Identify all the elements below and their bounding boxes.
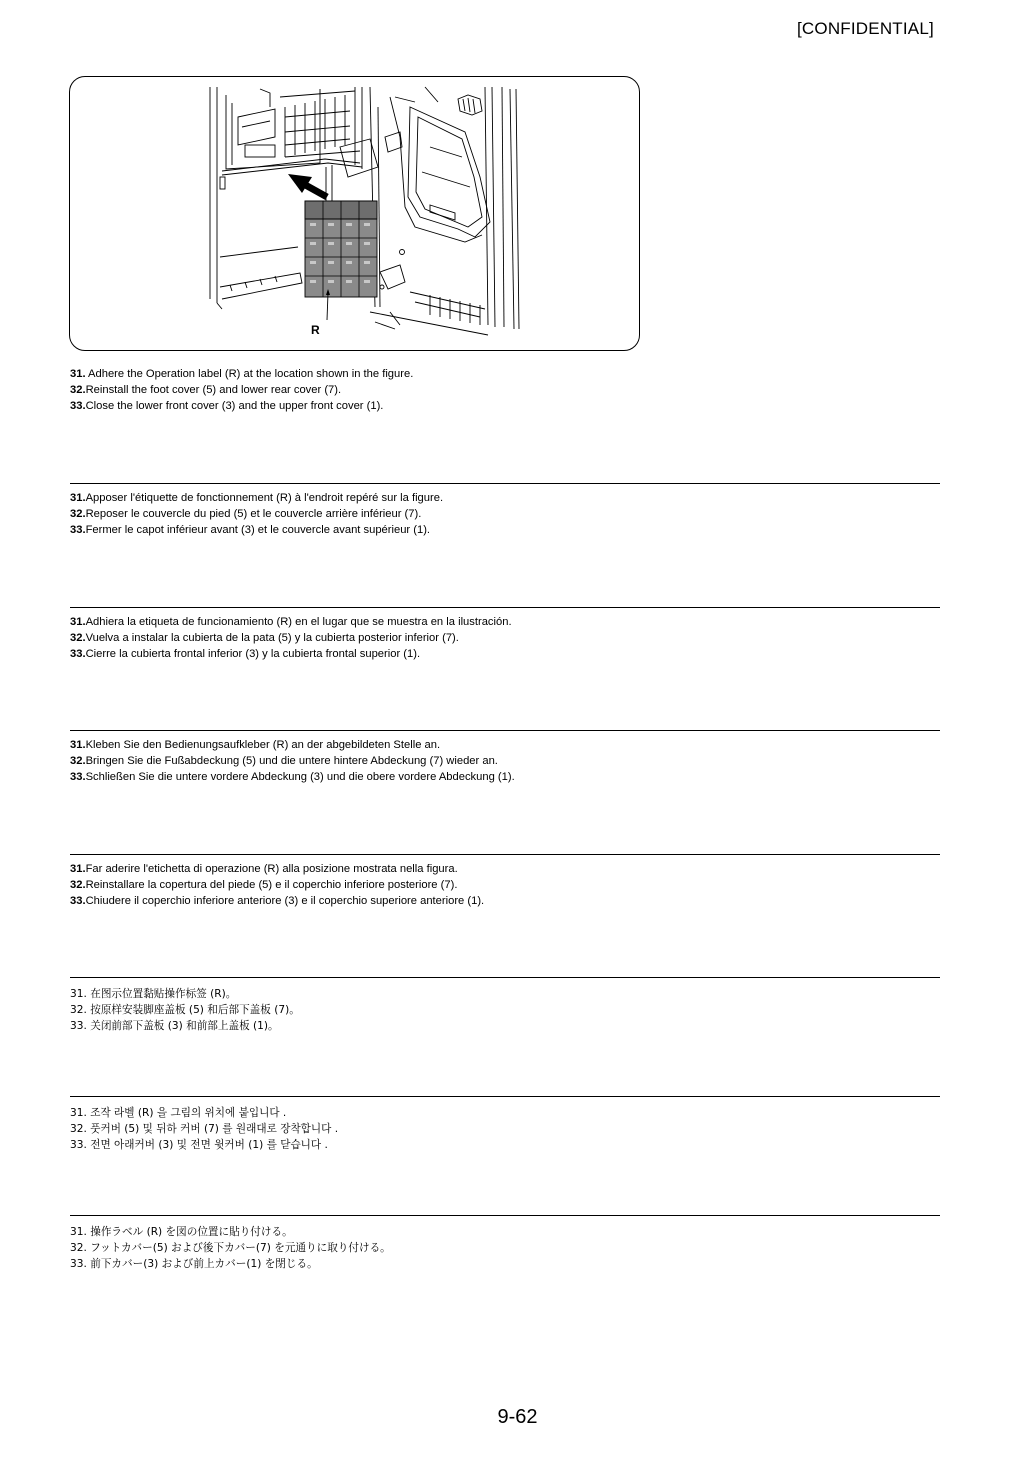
step-31: 31. 조작 라벨 (R) 을 그림의 위치에 붙입니다 . [70, 1107, 287, 1119]
step-32: 32. 풋커버 (5) 및 뒤하 커버 (7) 를 원래대로 장착합니다 . [70, 1123, 339, 1136]
step-31: 31.Adhiera la etiqueta de funcionamiento (R) en el lugar que se muestra en la ilustración. [70, 616, 512, 628]
section-french [70, 483, 940, 539]
step-33: 33.Fermer le capot inférieur avant (3) et le couvercle avant supérieur (1). [70, 524, 431, 537]
section-spanish [70, 607, 940, 663]
step-33: 33.Schließen Sie die untere vordere Abdeckung (3) und die obere vordere Abdeckung (1). [70, 771, 515, 784]
step-32: 32. フットカバー(5) および後下カバー(7) を元通りに取り付ける。 [70, 1242, 391, 1255]
step-33: 33. 전면 아래커버 (3) 및 전면 윗커버 (1) 를 닫습니다 . [70, 1139, 328, 1152]
operation-label-r [305, 201, 377, 297]
direction-arrow-icon [288, 174, 327, 197]
step-31: 31.Kleben Sie den Bedienungsaufkleber (R) an der abgebildeten Stelle an. [70, 739, 441, 751]
step-31: 31. 操作ラベル (R) を図の位置に貼り付ける。 [70, 1226, 293, 1238]
step-32: 32.Reposer le couvercle du pied (5) et le couvercle arrière inférieur (7). [70, 508, 422, 521]
step-33: 33. 关闭前部下盖板 (3) 和前部上盖板 (1)。 [70, 1020, 279, 1033]
step-31: 31.Far aderire l'etichetta di operazione (R) alla posizione mostrata nella figura. [70, 863, 458, 875]
section-korean [70, 1096, 940, 1154]
step-32: 32.Reinstallare la copertura del piede (5) e il coperchio inferiore posteriore (7). [70, 879, 458, 892]
section-german [70, 730, 940, 786]
step-32: 32.Bringen Sie die Fußabdeckung (5) und die untere hintere Abdeckung (7) wieder an. [70, 755, 498, 768]
step-31: 31. 在图示位置黏贴操作标签 (R)。 [70, 988, 237, 1000]
machine-illustration [70, 77, 640, 351]
section-chinese [70, 977, 940, 1035]
section-english [70, 366, 940, 415]
step-33: 33. 前下カバー(3) および前上カバー(1) を閉じる。 [70, 1258, 318, 1271]
step-33: 33.Cierre la cubierta frontal inferior (3) y la cubierta frontal superior (1). [70, 648, 421, 661]
section-japanese [70, 1215, 940, 1273]
step-32: 32.Reinstall the foot cover (5) and lower rear cover (7). [70, 384, 342, 397]
confidential-header: [CONFIDENTIAL] [797, 19, 934, 38]
step-31: 31.Apposer l'étiquette de fonctionnement (R) à l'endroit repéré sur la figure. [70, 492, 444, 504]
step-33: 33.Close the lower front cover (3) and the upper front cover (1). [70, 400, 384, 413]
page-number: 9-62 [497, 1406, 538, 1428]
callout-label-r: R [311, 323, 320, 337]
step-32: 32.Vuelva a instalar la cubierta de la pata (5) y la cubierta posterior inferior (7). [70, 632, 459, 645]
step-33: 33.Chiudere il coperchio inferiore anteriore (3) e il coperchio superiore anteriore (1). [70, 895, 485, 908]
step-32: 32. 按原样安装脚座盖板 (5) 和后部下盖板 (7)。 [70, 1004, 300, 1017]
section-italian [70, 854, 940, 910]
figure-frame [69, 76, 640, 351]
step-31: 31. Adhere the Operation label (R) at the location shown in the figure. [70, 368, 414, 380]
